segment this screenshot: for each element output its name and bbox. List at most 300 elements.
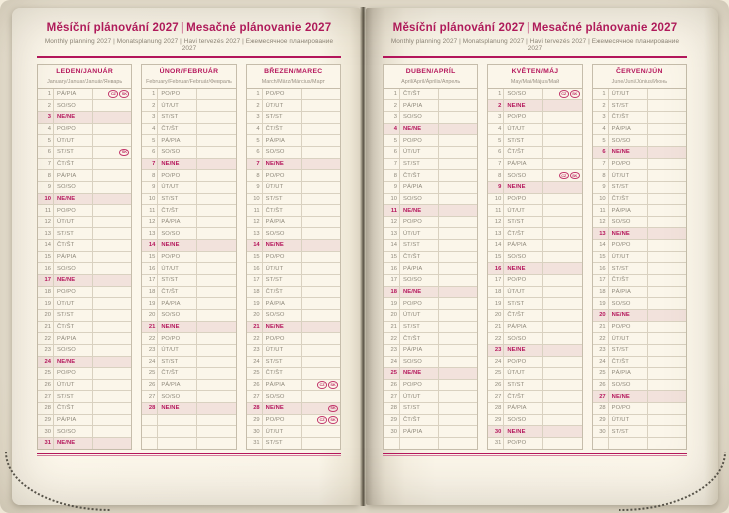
day-number: 31 bbox=[488, 438, 504, 449]
day-number bbox=[384, 438, 400, 449]
day-row bbox=[384, 414, 477, 426]
notes-cell bbox=[197, 287, 235, 298]
page-subtitle: Monthly planning 2027 | Monatsplanung 2027 | Havi tervezés 2027 | Ежемесячное планирование 2027 bbox=[44, 38, 334, 52]
notes-cell bbox=[197, 147, 235, 158]
day-number: 1 bbox=[593, 89, 609, 100]
notes-cell bbox=[648, 194, 686, 205]
notes-cell bbox=[439, 322, 477, 333]
day-row bbox=[247, 134, 340, 146]
day-number: 21 bbox=[593, 322, 609, 333]
day-row bbox=[247, 390, 340, 402]
day-number: 14 bbox=[247, 240, 263, 251]
day-row bbox=[247, 193, 340, 205]
day-number: 7 bbox=[38, 159, 54, 170]
notes-cell bbox=[302, 345, 340, 356]
day-name: ČT/ŠT bbox=[54, 403, 93, 414]
day-number: 15 bbox=[384, 252, 400, 263]
notes-cell bbox=[197, 345, 235, 356]
day-name: ČT/ŠT bbox=[54, 322, 93, 333]
day-name: PÁ/PIA bbox=[158, 298, 197, 309]
day-number: 9 bbox=[38, 182, 54, 193]
notes-cell bbox=[197, 159, 235, 170]
day-number: 25 bbox=[488, 368, 504, 379]
day-number: 20 bbox=[38, 310, 54, 321]
day-name: PO/PO bbox=[400, 298, 439, 309]
day-name: ST/ST bbox=[263, 194, 302, 205]
day-row bbox=[247, 367, 340, 379]
day-number: 26 bbox=[38, 380, 54, 391]
day-number: 20 bbox=[593, 310, 609, 321]
sk-holiday-badge: SK bbox=[570, 172, 580, 180]
day-name: ÚT/UT bbox=[54, 217, 93, 228]
notes-cell bbox=[648, 415, 686, 426]
cz-holiday-badge: CZ bbox=[108, 90, 118, 98]
day-row bbox=[247, 274, 340, 286]
day-name: PO/PO bbox=[158, 89, 197, 100]
day-number: 29 bbox=[593, 415, 609, 426]
day-name: NE/NE bbox=[263, 159, 302, 170]
notes-cell bbox=[648, 287, 686, 298]
notes-cell bbox=[93, 263, 131, 274]
day-row bbox=[38, 193, 131, 205]
notes-cell bbox=[648, 170, 686, 181]
day-row bbox=[488, 425, 581, 437]
day-row bbox=[488, 239, 581, 251]
notes-cell bbox=[197, 170, 235, 181]
day-name: NE/NE bbox=[263, 240, 302, 251]
day-row bbox=[38, 239, 131, 251]
notes-cell bbox=[93, 391, 131, 402]
day-name: ČT/ŠT bbox=[400, 170, 439, 181]
notes-cell bbox=[648, 135, 686, 146]
notes-cell bbox=[93, 205, 131, 216]
day-number: 8 bbox=[384, 170, 400, 181]
notes-cell bbox=[439, 89, 477, 100]
day-row bbox=[38, 414, 131, 426]
day-row bbox=[38, 344, 131, 356]
day-number: 22 bbox=[38, 333, 54, 344]
notes-cell bbox=[197, 438, 235, 449]
day-row bbox=[38, 379, 131, 391]
day-number: 10 bbox=[488, 194, 504, 205]
day-name: PO/PO bbox=[400, 380, 439, 391]
day-row bbox=[593, 89, 686, 100]
day-number: 28 bbox=[247, 403, 263, 414]
day-number: 17 bbox=[593, 275, 609, 286]
day-number: 8 bbox=[488, 170, 504, 181]
day-name: NE/NE bbox=[158, 240, 197, 251]
day-number: 5 bbox=[488, 135, 504, 146]
day-name: ST/ST bbox=[504, 298, 543, 309]
day-number: 14 bbox=[142, 240, 158, 251]
day-number: 10 bbox=[142, 194, 158, 205]
notes-cell bbox=[93, 438, 131, 449]
day-name: PO/PO bbox=[609, 159, 648, 170]
day-row bbox=[142, 216, 235, 228]
header-rule bbox=[37, 56, 341, 58]
notes-cell bbox=[648, 124, 686, 135]
day-name: NE/NE bbox=[158, 403, 197, 414]
day-number: 25 bbox=[593, 368, 609, 379]
day-number: 25 bbox=[247, 368, 263, 379]
day-number: 24 bbox=[593, 357, 609, 368]
day-row bbox=[488, 344, 581, 356]
day-number: 25 bbox=[38, 368, 54, 379]
day-name: ST/ST bbox=[54, 228, 93, 239]
notes-cell bbox=[648, 403, 686, 414]
day-name: PÁ/PIA bbox=[504, 159, 543, 170]
day-number: 13 bbox=[142, 228, 158, 239]
day-row bbox=[142, 367, 235, 379]
page-title bbox=[37, 22, 341, 35]
notes-cell bbox=[197, 263, 235, 274]
day-number: 21 bbox=[38, 322, 54, 333]
day-row bbox=[593, 193, 686, 205]
day-name: PO/PO bbox=[54, 205, 93, 216]
day-name: ČT/ŠT bbox=[400, 89, 439, 100]
day-number: 18 bbox=[38, 287, 54, 298]
day-number: 26 bbox=[593, 380, 609, 391]
notes-cell bbox=[302, 159, 340, 170]
notes-cell bbox=[439, 345, 477, 356]
notes-cell bbox=[93, 228, 131, 239]
notes-cell bbox=[93, 403, 131, 414]
day-row bbox=[488, 193, 581, 205]
day-row bbox=[247, 286, 340, 298]
notes-cell bbox=[302, 252, 340, 263]
notes-cell bbox=[648, 100, 686, 111]
day-number: 24 bbox=[488, 357, 504, 368]
day-name bbox=[609, 438, 648, 449]
day-row bbox=[247, 216, 340, 228]
day-row bbox=[142, 99, 235, 111]
notes-cell bbox=[93, 147, 131, 158]
day-name: NE/NE bbox=[54, 275, 93, 286]
day-row bbox=[38, 356, 131, 368]
day-name: ÚT/UT bbox=[54, 298, 93, 309]
day-row bbox=[247, 169, 340, 181]
notes-cell bbox=[302, 391, 340, 402]
day-number: 11 bbox=[247, 205, 263, 216]
title-divider: | bbox=[526, 22, 531, 34]
day-row bbox=[488, 356, 581, 368]
day-number: 13 bbox=[38, 228, 54, 239]
month-grid bbox=[488, 89, 581, 449]
day-number: 18 bbox=[247, 287, 263, 298]
day-row bbox=[247, 309, 340, 321]
day-number: 19 bbox=[488, 298, 504, 309]
day-number: 21 bbox=[384, 322, 400, 333]
day-name: NE/NE bbox=[54, 194, 93, 205]
sk-holiday-badge: SK bbox=[328, 381, 338, 389]
month-subtitle: March/März/Március/Март bbox=[247, 78, 340, 89]
day-name: PO/PO bbox=[263, 252, 302, 263]
notes-cell bbox=[439, 438, 477, 449]
day-row bbox=[142, 309, 235, 321]
day-name: SO/SO bbox=[400, 112, 439, 123]
day-name: PÁ/PIA bbox=[54, 170, 93, 181]
day-row bbox=[593, 99, 686, 111]
day-name: PÁ/PIA bbox=[400, 182, 439, 193]
day-row bbox=[384, 262, 477, 274]
day-name: ST/ST bbox=[400, 240, 439, 251]
notes-cell bbox=[543, 322, 581, 333]
day-number: 9 bbox=[142, 182, 158, 193]
notes-cell bbox=[543, 124, 581, 135]
notes-cell bbox=[197, 310, 235, 321]
day-number: 17 bbox=[247, 275, 263, 286]
day-row bbox=[247, 158, 340, 170]
month-column bbox=[246, 64, 341, 450]
notes-cell bbox=[93, 426, 131, 437]
day-name: ČT/ŠT bbox=[609, 112, 648, 123]
day-row bbox=[38, 309, 131, 321]
day-row bbox=[247, 262, 340, 274]
notes-cell bbox=[543, 333, 581, 344]
day-number: 27 bbox=[38, 391, 54, 402]
day-row bbox=[247, 204, 340, 216]
day-name: SO/SO bbox=[158, 147, 197, 158]
notes-cell bbox=[93, 252, 131, 263]
day-row bbox=[488, 158, 581, 170]
day-row bbox=[488, 437, 581, 449]
day-number: 30 bbox=[38, 426, 54, 437]
day-name: PÁ/PIA bbox=[263, 380, 302, 391]
day-row bbox=[142, 204, 235, 216]
day-number: 18 bbox=[384, 287, 400, 298]
notes-cell bbox=[648, 310, 686, 321]
day-number: 2 bbox=[247, 100, 263, 111]
day-name: SO/SO bbox=[263, 391, 302, 402]
day-name: PÁ/PIA bbox=[54, 333, 93, 344]
day-name: ST/ST bbox=[609, 182, 648, 193]
day-name: PO/PO bbox=[504, 438, 543, 449]
day-number: 9 bbox=[488, 182, 504, 193]
day-number: 24 bbox=[142, 357, 158, 368]
day-number: 6 bbox=[142, 147, 158, 158]
notes-cell bbox=[648, 345, 686, 356]
day-number: 18 bbox=[488, 287, 504, 298]
day-name: ČT/ŠT bbox=[54, 240, 93, 251]
day-row bbox=[142, 274, 235, 286]
day-name: ST/ST bbox=[54, 147, 93, 158]
day-row bbox=[38, 402, 131, 414]
day-name: PO/PO bbox=[609, 403, 648, 414]
day-row bbox=[142, 239, 235, 251]
notes-cell bbox=[439, 380, 477, 391]
day-number: 13 bbox=[247, 228, 263, 239]
day-row bbox=[38, 134, 131, 146]
day-row bbox=[488, 332, 581, 344]
notes-cell bbox=[197, 322, 235, 333]
day-row bbox=[593, 134, 686, 146]
day-name: SO/SO bbox=[609, 217, 648, 228]
day-name: SO/SO bbox=[504, 252, 543, 263]
month-column bbox=[592, 64, 687, 450]
notes-cell bbox=[543, 287, 581, 298]
day-name: PÁ/PIA bbox=[504, 240, 543, 251]
notes-cell bbox=[439, 357, 477, 368]
page-header bbox=[37, 22, 341, 58]
day-number: 15 bbox=[142, 252, 158, 263]
notes-cell bbox=[543, 310, 581, 321]
notes-cell bbox=[93, 240, 131, 251]
day-number: 23 bbox=[38, 345, 54, 356]
months-row bbox=[37, 64, 341, 450]
day-number: 10 bbox=[38, 194, 54, 205]
day-row bbox=[593, 123, 686, 135]
day-name: ST/ST bbox=[400, 159, 439, 170]
day-row bbox=[142, 344, 235, 356]
day-row bbox=[38, 332, 131, 344]
day-name: ST/ST bbox=[158, 275, 197, 286]
day-name: ČT/ŠT bbox=[263, 205, 302, 216]
day-name: NE/NE bbox=[54, 112, 93, 123]
notes-cell bbox=[543, 380, 581, 391]
day-number: 25 bbox=[142, 368, 158, 379]
month-title: DUBEN/APRÍL bbox=[405, 67, 456, 75]
notes-cell bbox=[439, 112, 477, 123]
day-row bbox=[142, 262, 235, 274]
notes-cell bbox=[302, 275, 340, 286]
day-name: NE/NE bbox=[504, 100, 543, 111]
day-number: 1 bbox=[384, 89, 400, 100]
sk-holiday-badge: SK bbox=[570, 90, 580, 98]
day-number: 8 bbox=[593, 170, 609, 181]
month-grid bbox=[593, 89, 686, 449]
notes-cell bbox=[543, 391, 581, 402]
day-number: 29 bbox=[38, 415, 54, 426]
day-number: 10 bbox=[384, 194, 400, 205]
day-number: 3 bbox=[38, 112, 54, 123]
day-row bbox=[384, 425, 477, 437]
notes-cell bbox=[302, 322, 340, 333]
day-name: PO/PO bbox=[609, 240, 648, 251]
day-name: NE/NE bbox=[400, 287, 439, 298]
day-name: ÚT/UT bbox=[609, 89, 648, 100]
day-name: ÚT/UT bbox=[263, 263, 302, 274]
day-name: SO/SO bbox=[400, 357, 439, 368]
notes-cell bbox=[93, 135, 131, 146]
day-number: 1 bbox=[247, 89, 263, 100]
month-grid bbox=[142, 89, 235, 449]
day-name: ST/ST bbox=[609, 345, 648, 356]
day-name: PÁ/PIA bbox=[504, 322, 543, 333]
day-row bbox=[142, 146, 235, 158]
day-name: ČT/ŠT bbox=[158, 368, 197, 379]
day-name: ÚT/UT bbox=[263, 426, 302, 437]
day-name: ČT/ŠT bbox=[263, 287, 302, 298]
day-name: ST/ST bbox=[400, 403, 439, 414]
sk-holiday-badge: SK bbox=[119, 90, 129, 98]
notes-cell bbox=[197, 240, 235, 251]
day-name: PÁ/PIA bbox=[54, 89, 93, 100]
title-divider: | bbox=[180, 22, 185, 34]
notes-cell bbox=[648, 217, 686, 228]
notes-cell bbox=[93, 124, 131, 135]
notes-cell bbox=[93, 112, 131, 123]
day-number: 22 bbox=[247, 333, 263, 344]
notes-cell bbox=[93, 345, 131, 356]
day-number: 10 bbox=[593, 194, 609, 205]
day-number: 28 bbox=[38, 403, 54, 414]
notes-cell bbox=[197, 124, 235, 135]
notes-cell bbox=[439, 403, 477, 414]
day-number: 11 bbox=[384, 205, 400, 216]
notes-cell bbox=[197, 357, 235, 368]
notes-cell bbox=[197, 89, 235, 100]
day-number: 27 bbox=[384, 391, 400, 402]
notes-cell bbox=[648, 240, 686, 251]
day-row bbox=[247, 251, 340, 263]
day-name: PÁ/PIA bbox=[263, 298, 302, 309]
day-row bbox=[142, 379, 235, 391]
day-row bbox=[384, 356, 477, 368]
day-number: 4 bbox=[593, 124, 609, 135]
notes-cell bbox=[302, 403, 340, 414]
day-row bbox=[488, 274, 581, 286]
notes-cell bbox=[93, 368, 131, 379]
day-row bbox=[384, 181, 477, 193]
day-name: PO/PO bbox=[54, 287, 93, 298]
day-number: 19 bbox=[38, 298, 54, 309]
day-number: 14 bbox=[384, 240, 400, 251]
day-row bbox=[38, 390, 131, 402]
day-row bbox=[247, 99, 340, 111]
day-number: 27 bbox=[247, 391, 263, 402]
day-name: PO/PO bbox=[400, 217, 439, 228]
month-subtitle: February/Februar/Február/Февраль bbox=[142, 78, 235, 89]
notes-cell bbox=[543, 217, 581, 228]
day-row bbox=[38, 89, 131, 100]
day-number: 4 bbox=[384, 124, 400, 135]
day-number: 13 bbox=[384, 228, 400, 239]
day-name: NE/NE bbox=[400, 124, 439, 135]
day-row bbox=[384, 309, 477, 321]
day-name: ČT/ŠT bbox=[158, 287, 197, 298]
day-number: 16 bbox=[384, 263, 400, 274]
day-row bbox=[384, 344, 477, 356]
page-header bbox=[383, 22, 687, 58]
notes-cell bbox=[302, 240, 340, 251]
day-row bbox=[593, 414, 686, 426]
day-name: PO/PO bbox=[400, 135, 439, 146]
notes-cell bbox=[197, 252, 235, 263]
day-number: 7 bbox=[593, 159, 609, 170]
notes-cell bbox=[439, 333, 477, 344]
day-name: SO/SO bbox=[504, 415, 543, 426]
day-number: 23 bbox=[488, 345, 504, 356]
notes-cell bbox=[93, 310, 131, 321]
notes-cell bbox=[543, 240, 581, 251]
notes-cell bbox=[302, 426, 340, 437]
notes-cell bbox=[439, 252, 477, 263]
day-row bbox=[142, 181, 235, 193]
day-name: NE/NE bbox=[504, 426, 543, 437]
notes-cell bbox=[439, 205, 477, 216]
day-number: 3 bbox=[247, 112, 263, 123]
day-number: 31 bbox=[247, 438, 263, 449]
notes-cell bbox=[543, 426, 581, 437]
day-name: ST/ST bbox=[263, 357, 302, 368]
day-name: ST/ST bbox=[158, 357, 197, 368]
day-row bbox=[593, 356, 686, 368]
day-number: 22 bbox=[593, 333, 609, 344]
notes-cell bbox=[648, 438, 686, 449]
cz-holiday-badge: CZ bbox=[317, 416, 327, 424]
day-name: PÁ/PIA bbox=[609, 205, 648, 216]
notes-cell bbox=[93, 380, 131, 391]
